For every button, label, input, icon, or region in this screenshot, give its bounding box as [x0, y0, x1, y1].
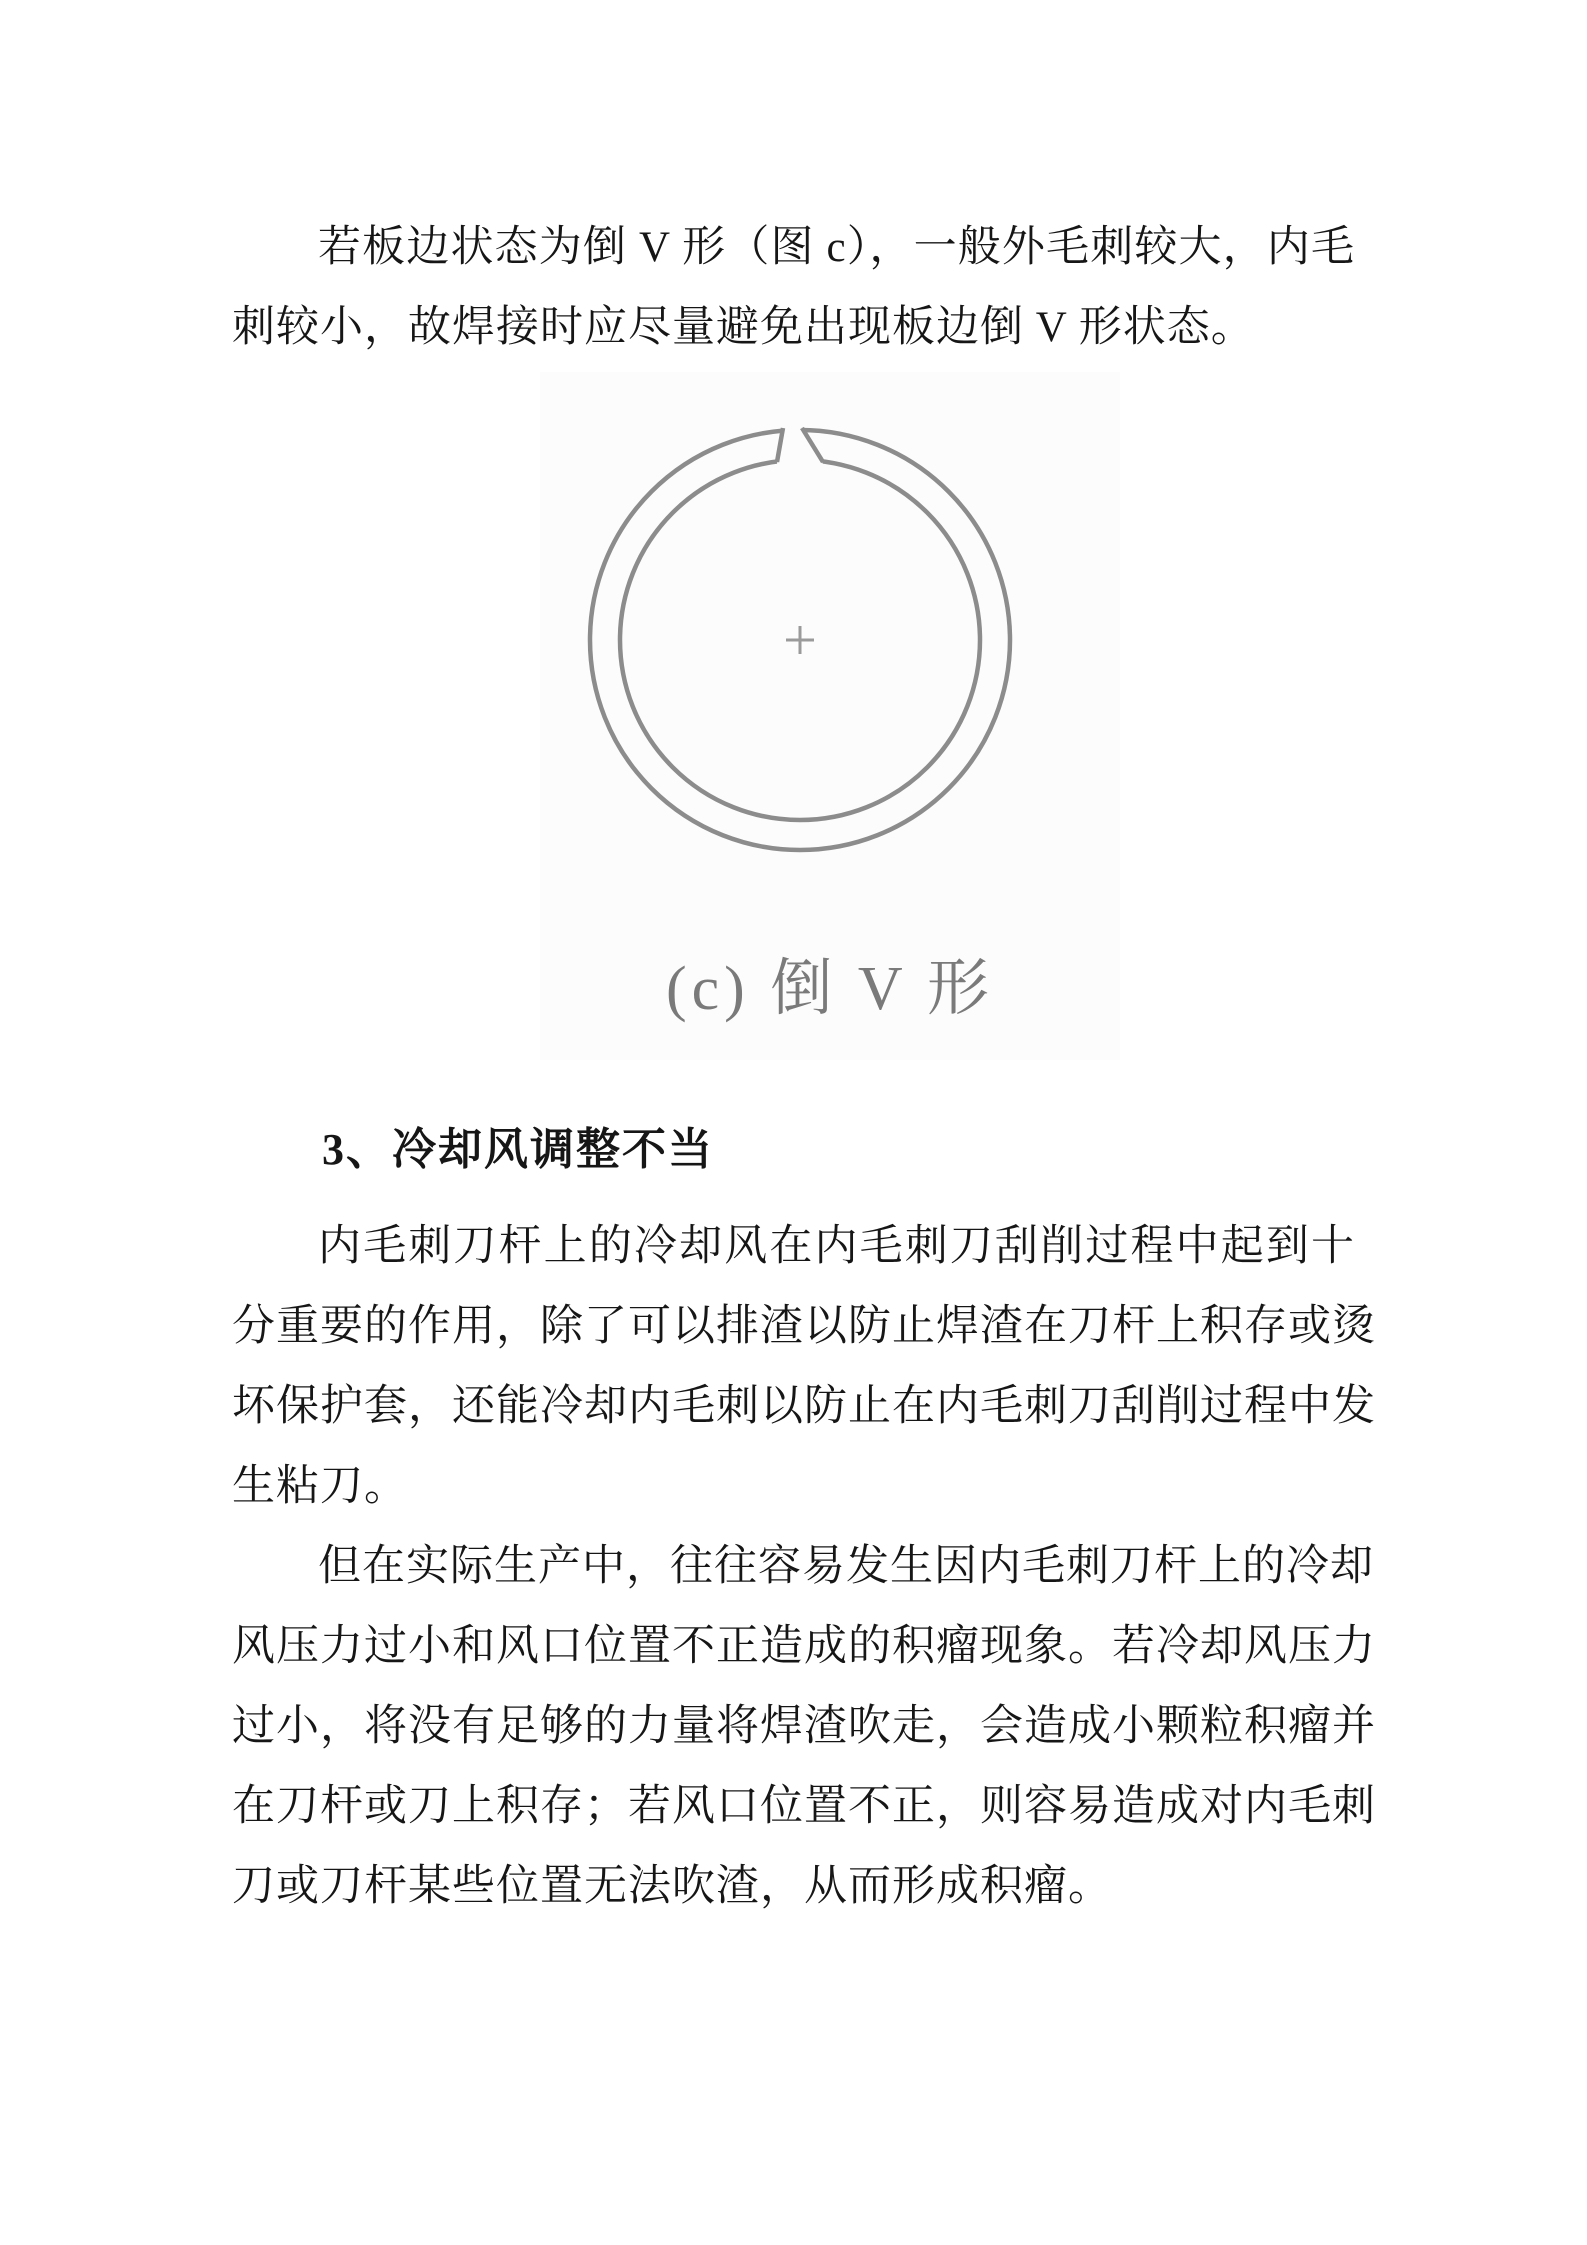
text-line: 在刀杆或刀上积存；若风口位置不正，则容易造成对内毛刺: [232, 1783, 1376, 1830]
text-line: 内毛刺刀杆上的冷却风在内毛刺刀刮削过程中起到十: [318, 1223, 1355, 1270]
paragraph-board-edge-inverted-v: [232, 208, 1355, 368]
text-line: 刀或刀杆某些位置无法吹渣，从而形成积瘤。: [232, 1863, 1112, 1910]
text-line: 生粘刀。: [232, 1463, 408, 1510]
text-line: 但在实际生产中，往往容易发生因内毛刺刀杆上的冷却: [318, 1543, 1374, 1590]
text-line: 过小，将没有足够的力量将焊渣吹走，会造成小颗粒积瘤并: [232, 1703, 1376, 1750]
paragraph-cooling-air-role: [232, 1207, 1376, 1527]
paragraph-cooling-air-problems: [232, 1527, 1376, 1927]
figure-caption: (c) 倒 V 形: [666, 955, 994, 1023]
text-line: 分重要的作用，除了可以排渣以防止焊渣在刀杆上积存或烫: [232, 1303, 1376, 1350]
section-heading: 3、冷却风调整不当: [322, 1125, 714, 1174]
text-line: 刺较小，故焊接时应尽量避免出现板边倒 V 形状态。: [232, 304, 1255, 351]
text-line: 若板边状态为倒 V 形（图 c），一般外毛刺较大，内毛: [318, 224, 1355, 271]
figure-image: [540, 372, 1120, 1060]
pipe-cross-section-diagram: [565, 400, 1045, 880]
text-line: 风压力过小和风口位置不正造成的积瘤现象。若冷却风压力: [232, 1623, 1376, 1670]
seam-gap: [777, 409, 823, 464]
text-line: 坏保护套，还能冷却内毛刺以防止在内毛刺刀刮削过程中发: [232, 1383, 1376, 1430]
